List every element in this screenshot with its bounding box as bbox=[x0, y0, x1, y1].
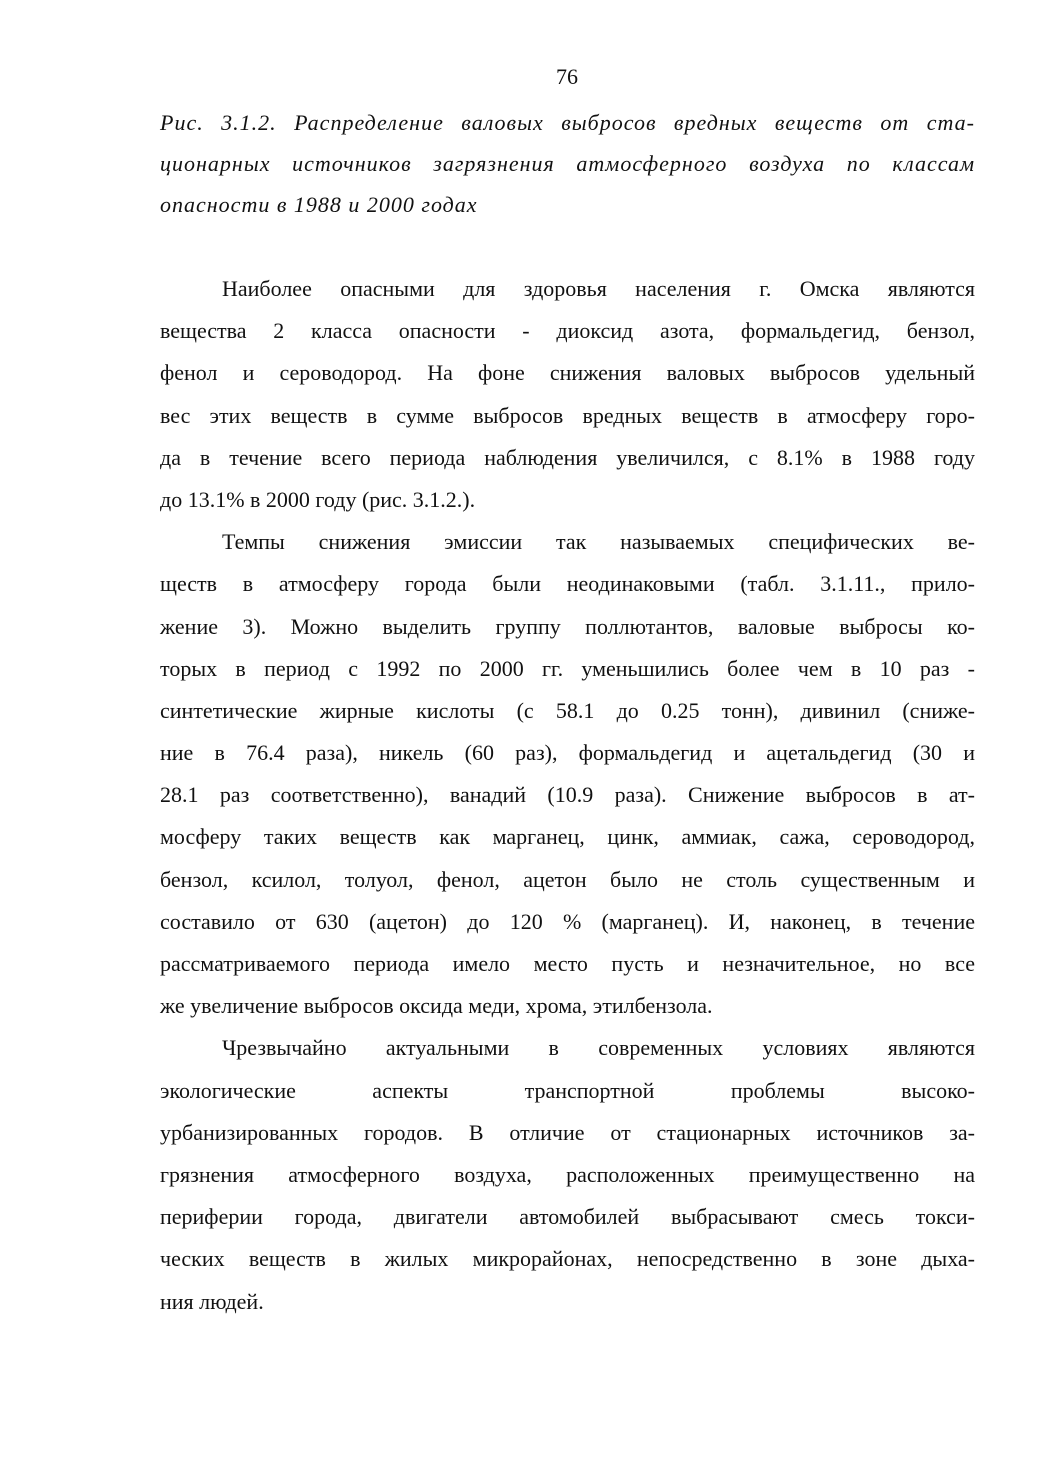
body-text bbox=[160, 268, 975, 1323]
text-line: же увеличение выбросов оксида меди, хрома, этилбензола. bbox=[160, 993, 713, 1019]
text-line: бензол, ксилол, толуол, фенол, ацетон было не столь существенным и bbox=[160, 866, 975, 892]
text-line: вещества 2 класса опасности - диоксид азота, формальдегид, бензол, bbox=[160, 318, 975, 344]
text-line: ческих веществ в жилых микрорайонах, непосредственно в зоне дыха- bbox=[160, 1246, 975, 1272]
text-line: мосферу таких веществ как марганец, цинк, аммиак, сажа, сероводород, bbox=[160, 824, 975, 850]
text-line: вес этих веществ в сумме выбросов вредных веществ в атмосферу горо- bbox=[160, 402, 975, 428]
paragraph-2 bbox=[160, 521, 975, 1027]
text-line: торых в период с 1992 по 2000 гг. уменьшились более чем в 10 раз - bbox=[160, 655, 975, 681]
text-line: урбанизированных городов. В отличие от стационарных источников за- bbox=[160, 1119, 975, 1145]
paragraph-3 bbox=[160, 1027, 975, 1322]
text-line: ществ в атмосферу города были неодинаковыми (табл. 3.1.11., прило- bbox=[160, 571, 975, 597]
caption-line: ционарных источников загрязнения атмосферного воздуха по классам bbox=[160, 151, 975, 176]
text-line: экологические аспекты транспортной проблемы высоко- bbox=[160, 1077, 975, 1103]
text-line: да в течение всего периода наблюдения увеличился, с 8.1% в 1988 году bbox=[160, 444, 975, 470]
text-line: фенол и сероводород. На фоне снижения валовых выбросов удельный bbox=[160, 360, 975, 386]
text-line: Чрезвычайно актуальными в современных условиях являются bbox=[222, 1035, 975, 1061]
text-line: грязнения атмосферного воздуха, расположенных преимущественно на bbox=[160, 1161, 975, 1187]
text-line: синтетические жирные кислоты (с 58.1 до 0.25 тонн), дивинил (сниже- bbox=[160, 697, 975, 723]
text-line: составило от 630 (ацетон) до 120 % (марганец). И, наконец, в течение bbox=[160, 908, 975, 934]
text-line: Темпы снижения эмиссии так называемых специфических ве- bbox=[222, 529, 975, 555]
text-line: периферии города, двигатели автомобилей выбрасывают смесь токси- bbox=[160, 1204, 975, 1230]
caption-line: опасности в 1988 и 2000 годах bbox=[160, 192, 478, 217]
page-number: 76 bbox=[556, 64, 578, 89]
caption-line: Рис. 3.1.2. Распределение валовых выбросов вредных веществ от ста- bbox=[160, 110, 975, 135]
text-line: Наиболее опасными для здоровья населения г. Омска являются bbox=[222, 276, 975, 301]
paragraph-1 bbox=[160, 268, 975, 521]
text-line: рассматриваемого периода имело место пусть и незначительное, но все bbox=[160, 951, 975, 976]
text-line: жение 3). Можно выделить группу поллютантов, валовые выбросы ко- bbox=[160, 613, 975, 639]
text-line: ния людей. bbox=[160, 1288, 264, 1314]
text-line: ние в 76.4 раза), никель (60 раз), формальдегид и ацетальдегид (30 и bbox=[160, 740, 975, 766]
text-line: до 13.1% в 2000 году (рис. 3.1.2.). bbox=[160, 486, 476, 512]
figure-caption bbox=[160, 102, 975, 225]
text-line: 28.1 раз соответственно), ванадий (10.9 раза). Снижение выбросов в ат- bbox=[160, 782, 975, 808]
